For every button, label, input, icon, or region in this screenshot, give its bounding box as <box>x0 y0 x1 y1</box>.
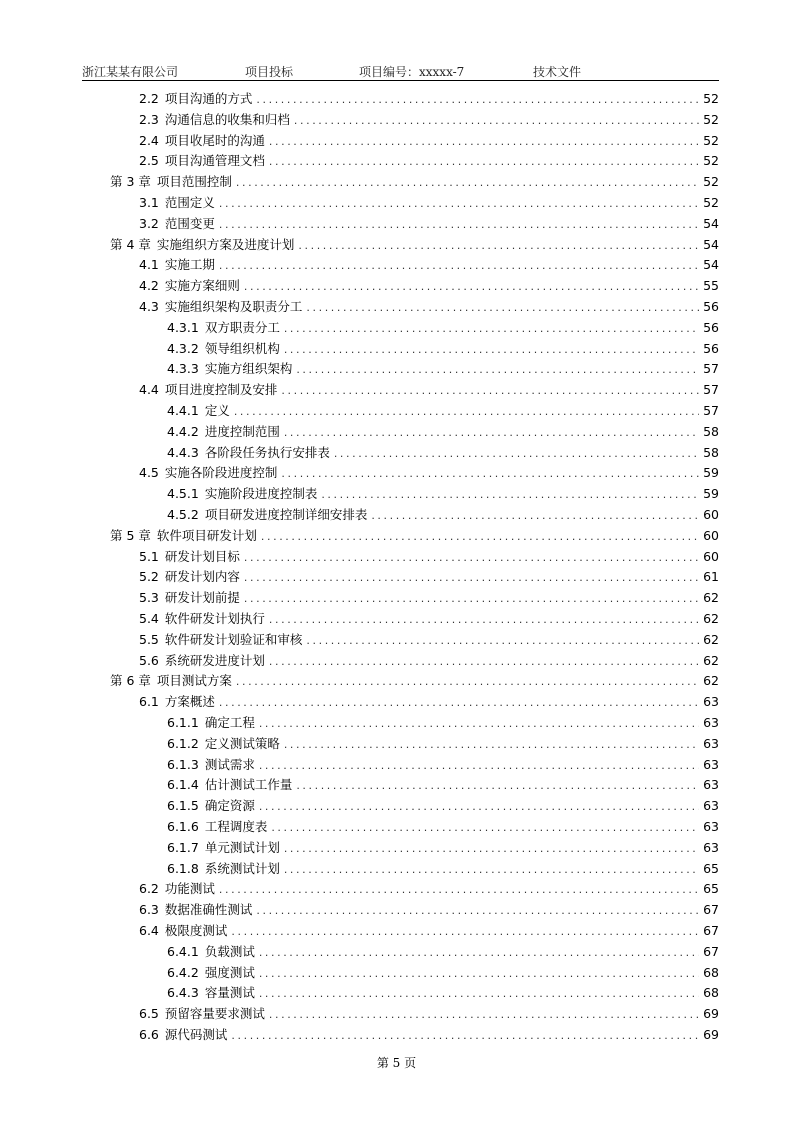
toc-entry-title: 研发计划内容 <box>164 569 240 585</box>
toc-dot-leader <box>271 820 699 836</box>
toc-entry-page: 69 <box>703 1027 719 1042</box>
toc-dot-leader <box>244 570 699 586</box>
toc-entry-number: 6.1.4 <box>167 777 199 793</box>
toc-entry-number: 5.3 <box>139 590 159 606</box>
toc-entry-number: 6.6 <box>139 1027 159 1042</box>
toc-entry-page: 62 <box>703 590 719 606</box>
toc-entry-title: 各阶段任务执行安排表 <box>204 444 330 460</box>
toc-entry-page: 59 <box>703 465 719 481</box>
toc-entry-number: 4.4.1 <box>167 403 199 418</box>
toc-entry-title: 实施组织架构及职责分工 <box>164 299 303 314</box>
toc-entry-title: 研发计划目标 <box>164 548 240 564</box>
toc-entry-title: 范围定义 <box>164 195 215 210</box>
toc-dot-leader <box>371 508 699 524</box>
toc-entry-page: 67 <box>703 923 719 938</box>
toc-dot-leader <box>269 154 699 170</box>
toc-dot-leader <box>306 633 699 649</box>
toc-entry-page: 61 <box>703 569 719 585</box>
toc-dot-leader <box>244 591 699 607</box>
toc-entry-number: 4.3.3 <box>167 361 199 377</box>
toc-entry-title: 实施工期 <box>164 257 215 273</box>
toc-dot-leader <box>284 342 699 358</box>
toc-entry-number: 4.5.1 <box>167 486 199 502</box>
toc-entry-number: 4.4.2 <box>167 423 199 439</box>
toc-dot-leader <box>321 487 699 503</box>
toc-entry[interactable] <box>139 1024 719 1044</box>
toc-entry-title: 系统测试计划 <box>204 860 280 876</box>
toc-entry[interactable] <box>167 774 719 794</box>
toc-entry-page: 56 <box>703 340 719 356</box>
toc-entry-page: 69 <box>703 1006 719 1022</box>
toc-dot-leader <box>219 258 699 274</box>
toc-entry-title: 极限度测试 <box>164 923 228 938</box>
toc-entry-title: 强度测试 <box>204 964 255 980</box>
toc-entry[interactable] <box>110 670 719 690</box>
toc-entry-title: 项目研发进度控制详细安排表 <box>204 507 368 522</box>
toc-entry-page: 58 <box>703 423 719 439</box>
toc-entry-number: 6.1.2 <box>167 735 199 751</box>
toc-entry-number: 4.4.3 <box>167 444 199 460</box>
page-number: 第 5 页 <box>376 1056 417 1070</box>
toc-dot-leader <box>244 550 699 566</box>
toc-entry[interactable] <box>167 982 719 1002</box>
toc-entry-number: 4.1 <box>139 257 159 273</box>
toc-entry-title: 实施方组织架构 <box>204 361 293 377</box>
toc-entry-number: 第 3 章 <box>110 174 151 190</box>
toc-entry[interactable] <box>110 171 719 191</box>
toc-entry-number: 6.1.5 <box>167 798 199 814</box>
toc-entry-page: 62 <box>703 611 719 626</box>
toc-entry-page: 54 <box>703 236 719 252</box>
toc-entry-page: 57 <box>703 382 719 398</box>
toc-entry-title: 实施各阶段进度控制 <box>164 465 278 481</box>
toc-entry[interactable] <box>139 920 719 940</box>
toc-dot-leader <box>281 383 699 399</box>
toc-dot-leader <box>261 529 699 545</box>
toc-entry-page: 65 <box>703 881 719 897</box>
toc-entry-title: 领导组织机构 <box>204 340 280 356</box>
toc-entry-page: 52 <box>703 174 719 190</box>
toc-entry[interactable] <box>110 525 719 545</box>
toc-entry[interactable] <box>139 546 719 566</box>
toc-dot-leader <box>231 1028 699 1044</box>
toc-entry-title: 预留容量要求测试 <box>164 1006 265 1022</box>
toc-dot-leader <box>284 321 699 337</box>
toc-entry[interactable] <box>139 899 719 919</box>
toc-dot-leader <box>256 903 699 919</box>
toc-entry-title: 项目收尾时的沟通 <box>164 132 265 148</box>
toc-entry-title: 测试需求 <box>204 756 255 772</box>
toc-entry-page: 67 <box>703 902 719 918</box>
toc-entry-number: 6.1.8 <box>167 860 199 876</box>
toc-dot-leader <box>334 446 699 462</box>
toc-entry[interactable] <box>139 150 719 170</box>
toc-dot-leader <box>298 238 699 254</box>
toc-entry[interactable] <box>139 88 719 108</box>
toc-entry[interactable] <box>167 317 719 337</box>
toc-entry-number: 4.5 <box>139 465 159 481</box>
toc-entry-page: 63 <box>703 756 719 772</box>
toc-dot-leader <box>284 737 699 753</box>
toc-entry-page: 52 <box>703 111 719 127</box>
toc-entry[interactable] <box>139 462 719 482</box>
toc-dot-leader <box>259 945 699 961</box>
toc-dot-leader <box>259 716 699 732</box>
toc-entry-page: 52 <box>703 153 719 169</box>
toc-dot-leader <box>231 924 699 940</box>
toc-dot-leader <box>219 196 699 212</box>
toc-entry-number: 5.1 <box>139 548 159 564</box>
toc-entry-page: 57 <box>703 403 719 418</box>
toc-dot-leader <box>236 175 699 191</box>
toc-entry[interactable] <box>167 795 719 815</box>
toc-entry[interactable] <box>139 650 719 670</box>
toc-entry-number: 5.5 <box>139 631 159 647</box>
toc-dot-leader <box>256 92 699 108</box>
toc-entry-number: 2.2 <box>139 91 159 106</box>
toc-entry[interactable] <box>167 816 719 836</box>
toc-dot-leader <box>244 279 699 295</box>
toc-entry-page: 58 <box>703 444 719 460</box>
toc-entry-number: 4.3.1 <box>167 319 199 335</box>
toc-entry-page: 60 <box>703 548 719 564</box>
toc-dot-leader <box>259 799 699 815</box>
toc-entry[interactable] <box>167 941 719 961</box>
toc-entry-page: 55 <box>703 278 719 294</box>
toc-dot-leader <box>269 612 699 628</box>
toc-entry-page: 56 <box>703 319 719 335</box>
toc-dot-leader <box>269 654 699 670</box>
toc-entry-title: 双方职责分工 <box>204 319 280 335</box>
toc-entry-title: 研发计划前提 <box>164 590 240 606</box>
toc-entry-title: 软件研发计划执行 <box>164 611 265 626</box>
toc-entry[interactable] <box>139 691 719 711</box>
toc-entry-number: 6.1 <box>139 694 159 710</box>
toc-entry-page: 63 <box>703 798 719 814</box>
toc-entry-title: 源代码测试 <box>164 1027 228 1042</box>
toc-entry[interactable] <box>167 712 719 732</box>
toc-entry-title: 定义 <box>204 403 230 418</box>
toc-entry-number: 4.3.2 <box>167 340 199 356</box>
page-footer <box>0 1054 793 1071</box>
toc-entry-number: 6.1.7 <box>167 839 199 855</box>
toc-entry-title: 系统研发进度计划 <box>164 652 265 668</box>
toc-entry[interactable] <box>139 379 719 399</box>
toc-entry-number: 6.4.1 <box>167 943 199 959</box>
toc-entry[interactable] <box>139 587 719 607</box>
toc-entry-title: 沟通信息的收集和归档 <box>164 111 290 127</box>
header-project-number: 项目编号：xxxxx-7 <box>359 65 465 79</box>
toc-entry[interactable] <box>139 878 719 898</box>
toc-entry-number: 6.4.2 <box>167 964 199 980</box>
toc-entry[interactable] <box>167 421 719 441</box>
toc-entry-page: 62 <box>703 631 719 647</box>
toc-entry[interactable] <box>167 837 719 857</box>
toc-entry[interactable] <box>167 754 719 774</box>
toc-entry-page: 60 <box>703 527 719 543</box>
toc-entry[interactable] <box>167 733 719 753</box>
toc-entry[interactable] <box>139 109 719 129</box>
toc-entry-number: 6.4.3 <box>167 985 199 1001</box>
toc-entry-page: 59 <box>703 486 719 502</box>
toc-entry-number: 第 4 章 <box>110 236 151 252</box>
toc-dot-leader <box>219 217 699 233</box>
toc-entry-number: 2.4 <box>139 132 159 148</box>
toc-entry[interactable] <box>167 504 719 524</box>
toc-dot-leader <box>284 862 699 878</box>
toc-entry-page: 68 <box>703 985 719 1001</box>
page-header <box>82 62 719 81</box>
toc-entry-number: 4.3 <box>139 299 159 314</box>
toc-entry[interactable] <box>139 566 719 586</box>
toc-dot-leader <box>219 882 699 898</box>
toc-entry-page: 63 <box>703 694 719 710</box>
toc-entry[interactable] <box>110 234 719 254</box>
toc-entry[interactable] <box>139 213 719 233</box>
toc-entry-title: 软件研发计划验证和审核 <box>164 631 303 647</box>
toc-entry-title: 数据准确性测试 <box>164 902 253 918</box>
toc-entry[interactable] <box>139 275 719 295</box>
toc-entry-number: 5.4 <box>139 611 159 626</box>
toc-dot-leader <box>236 674 699 690</box>
toc-dot-leader <box>259 986 699 1002</box>
toc-entry-number: 6.1.1 <box>167 715 199 730</box>
toc-entry-title: 工程调度表 <box>204 819 268 834</box>
toc-entry[interactable] <box>167 962 719 982</box>
toc-entry-title: 功能测试 <box>164 881 215 897</box>
toc-entry-page: 57 <box>703 361 719 377</box>
toc-entry-page: 52 <box>703 195 719 210</box>
toc-entry-number: 4.4 <box>139 382 159 398</box>
toc-entry[interactable] <box>139 192 719 212</box>
toc-entry-title: 进度控制范围 <box>204 423 280 439</box>
toc-entry[interactable] <box>167 858 719 878</box>
toc-entry-title: 定义测试策略 <box>204 735 280 751</box>
toc-entry-title: 范围变更 <box>164 215 215 231</box>
toc-entry[interactable] <box>139 608 719 628</box>
toc-dot-leader <box>219 695 699 711</box>
toc-entry-number: 5.2 <box>139 569 159 585</box>
toc-entry-page: 56 <box>703 299 719 314</box>
toc-entry-title: 实施组织方案及进度计划 <box>156 236 295 252</box>
toc-entry-page: 52 <box>703 91 719 106</box>
toc-dot-leader <box>294 113 699 129</box>
toc-entry-title: 项目测试方案 <box>156 673 232 689</box>
header-file-type: 技术文件 <box>533 65 582 79</box>
toc-entry[interactable] <box>167 338 719 358</box>
toc-entry-title: 项目范围控制 <box>156 174 232 190</box>
toc-entry-title: 方案概述 <box>164 694 215 710</box>
toc-entry-page: 63 <box>703 735 719 751</box>
toc-entry-number: 6.1.3 <box>167 756 199 772</box>
toc-entry-page: 65 <box>703 860 719 876</box>
toc-entry-number: 2.3 <box>139 111 159 127</box>
toc-entry-page: 63 <box>703 819 719 834</box>
toc-entry-page: 62 <box>703 652 719 668</box>
toc-entry-page: 67 <box>703 943 719 959</box>
toc-entry-page: 63 <box>703 715 719 730</box>
toc-entry-title: 确定资源 <box>204 798 255 814</box>
toc-entry-title: 容量测试 <box>204 985 255 1001</box>
toc-entry-number: 2.5 <box>139 153 159 169</box>
header-doc-type: 项目投标 <box>245 65 294 79</box>
toc-dot-leader <box>296 778 699 794</box>
toc-entry[interactable] <box>139 296 719 316</box>
toc-dot-leader <box>284 841 699 857</box>
toc-entry-number: 6.1.6 <box>167 819 199 834</box>
toc-dot-leader <box>234 404 699 420</box>
toc-entry[interactable] <box>139 254 719 274</box>
toc-dot-leader <box>259 758 699 774</box>
toc-dot-leader <box>259 966 699 982</box>
toc-entry-title: 软件项目研发计划 <box>156 527 257 543</box>
toc-entry-number: 4.5.2 <box>167 507 199 522</box>
toc-entry[interactable] <box>139 1003 719 1023</box>
toc-entry-page: 63 <box>703 777 719 793</box>
toc-dot-leader <box>281 466 699 482</box>
toc-entry-number: 6.4 <box>139 923 159 938</box>
toc-entry-number: 3.1 <box>139 195 159 210</box>
toc-entry-title: 项目进度控制及安排 <box>164 382 278 398</box>
toc-entry[interactable] <box>139 130 719 150</box>
toc-entry-number: 6.5 <box>139 1006 159 1022</box>
toc-entry-page: 54 <box>703 215 719 231</box>
toc-entry-title: 项目沟通的方式 <box>164 91 253 106</box>
toc-entry-page: 62 <box>703 673 719 689</box>
toc-entry-title: 确定工程 <box>204 715 255 730</box>
toc-entry-title: 实施方案细则 <box>164 278 240 294</box>
toc-dot-leader <box>296 362 699 378</box>
toc-entry-page: 68 <box>703 964 719 980</box>
header-company: 浙江某某有限公司 <box>82 65 179 79</box>
toc-entry-page: 52 <box>703 132 719 148</box>
toc-entry-page: 63 <box>703 839 719 855</box>
toc-entry-number: 第 5 章 <box>110 527 151 543</box>
toc-entry-title: 估计测试工作量 <box>204 777 293 793</box>
toc-entry-title: 负载测试 <box>204 943 255 959</box>
toc-entry[interactable] <box>167 400 719 420</box>
toc-dot-leader <box>269 1007 699 1023</box>
toc-dot-leader <box>269 134 699 150</box>
toc-entry[interactable] <box>167 358 719 378</box>
toc-entry-page: 60 <box>703 507 719 522</box>
toc-entry[interactable] <box>167 483 719 503</box>
toc-dot-leader <box>284 425 699 441</box>
toc-entry-number: 4.2 <box>139 278 159 294</box>
toc-entry[interactable] <box>139 629 719 649</box>
toc-entry-number: 6.3 <box>139 902 159 918</box>
toc-entry-title: 单元测试计划 <box>204 839 280 855</box>
toc-entry[interactable] <box>167 442 719 462</box>
toc-entry-number: 3.2 <box>139 215 159 231</box>
toc-entry-number: 5.6 <box>139 652 159 668</box>
toc-entry-page: 54 <box>703 257 719 273</box>
toc-entry-title: 实施阶段进度控制表 <box>204 486 318 502</box>
toc-dot-leader <box>306 300 699 316</box>
toc-entry-number: 第 6 章 <box>110 673 151 689</box>
toc-entry-number: 6.2 <box>139 881 159 897</box>
toc-entry-title: 项目沟通管理文档 <box>164 153 265 169</box>
